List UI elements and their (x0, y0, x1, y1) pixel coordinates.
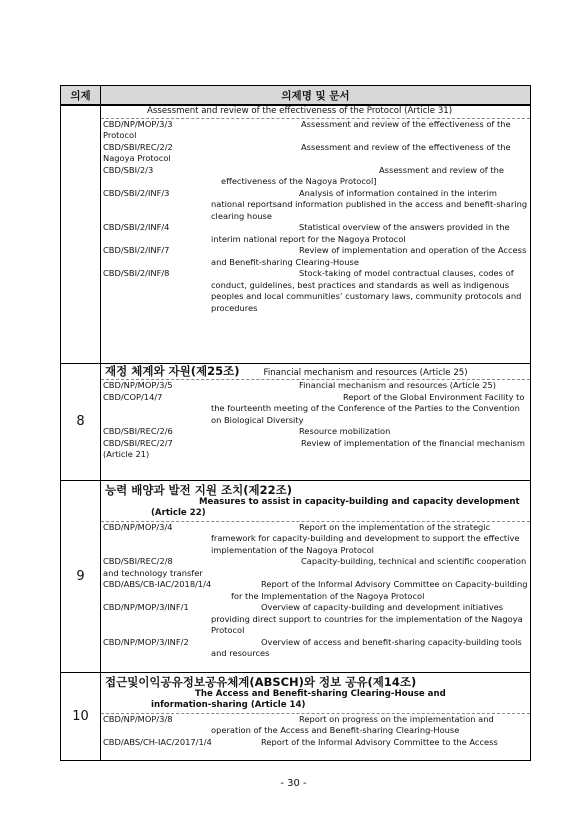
document-entry (101, 188, 530, 223)
document-title: Overview of access and benefit-sharing capacity-building tools and resources (211, 636, 522, 658)
document-entry (101, 380, 530, 392)
document-symbol: CBD/SBI/2/INF/4 (103, 222, 170, 232)
document-title: Assessment and review of the effectiveness of the Protocol (103, 118, 511, 140)
document-title: Stock-taking of model contractual clauses, codes of conduct, guidelines, best practices and standards as well as indigenous peoples and local communities’ customary laws, community protocols and procedures (211, 268, 522, 313)
document-title: Report of the Informal Advisory Committee on Capacity-building for the Implementation of the Nagoya Protocol (231, 579, 528, 601)
document-entry (101, 602, 530, 637)
document-entry (101, 714, 530, 737)
table-row (61, 672, 531, 760)
agenda-title-en: Measures to assist in capacity-building and capacity development (Article 22) (101, 497, 530, 522)
agenda-number: 8 (61, 363, 101, 480)
document-title: Statistical overview of the answers provided in the interim national report for the Nagoya Protocol (211, 222, 510, 244)
document-title: Analysis of information contained in the interim national reportsand information published in the access and benefit-sharing clearing house (211, 187, 528, 221)
document-entry (101, 245, 530, 268)
table-row (61, 363, 531, 480)
document-symbol: CBD/SBI/2/3 (103, 164, 154, 175)
document-title: Report of the Informal Advisory Committee to the Access (261, 736, 498, 747)
table-row (61, 480, 531, 672)
document-title: Financial mechanism and resources (Article 25) (299, 380, 497, 390)
document-title: Assessment and review of the effectiveness of the Nagoya Protocol] (221, 164, 504, 186)
document-title: Review of implementation and operation of the Access and Benefit-sharing Clearing-House (211, 245, 527, 267)
agenda-number: 10 (61, 672, 101, 760)
agenda-content (101, 480, 531, 672)
document-entry (101, 438, 530, 461)
document-symbol: CBD/SBI/REC/2/8 (103, 556, 173, 566)
document-symbol: CBD/SBI/2/INF/3 (103, 187, 170, 198)
header-agenda: 의제 (61, 86, 101, 106)
document-title: Overview of capacity-building and development initiatives providing direct support to countries for the implementation of the Nagoya Protocol (211, 602, 523, 635)
table-header-row (61, 86, 531, 106)
document-symbol: CBD/SBI/REC/2/7 (103, 437, 173, 448)
document-symbol: CBD/NP/MOP/3/4 (103, 521, 173, 532)
agenda-content (101, 672, 531, 760)
document-symbol: CBD/SBI/REC/2/2 (103, 141, 173, 152)
agenda-title-en: The Access and Benefit-sharing Clearing-House and information-sharing (Article 14) (101, 689, 530, 714)
document-entry (101, 556, 530, 579)
document-entry (101, 222, 530, 245)
document-title: Assessment and review of the effectiveness of the Nagoya Protocol (103, 141, 511, 163)
document-entry (101, 737, 530, 749)
document-symbol: CBD/SBI/2/INF/7 (103, 245, 170, 255)
agenda-title-kr: 접근및이익공유정보공유체계(ABSCH)와 정보 공유(제14조) (105, 674, 417, 689)
document-symbol: CBD/SBI/REC/2/6 (103, 426, 173, 436)
document-entry (101, 119, 530, 142)
document-entry (101, 268, 530, 314)
document-entry (101, 142, 530, 165)
document-symbol: CBD/SBI/2/INF/8 (103, 268, 170, 278)
document-title: Report on the implementation of the strategic framework for capacity-building and development to support the effective implementation of the Nagoya Protocol (211, 521, 520, 555)
document-entry (101, 426, 530, 438)
document-title: Resource mobilization (299, 426, 391, 436)
document-entry (101, 522, 530, 557)
document-title: Report on progress on the implementation and operation of the Access and Benefit-sharing Clearing-House (211, 713, 494, 735)
document-symbol: CBD/NP/MOP/3/INF/1 (103, 602, 189, 612)
page-number: - 30 - (280, 778, 307, 789)
agenda-title (101, 364, 530, 381)
agenda-title-en: Assessment and review of the effectiveness of the Protocol (Article 31) (101, 106, 530, 119)
agenda-title-en: Financial mechanism and resources (Article 25) (263, 367, 468, 378)
agenda-number (61, 105, 101, 363)
agenda-table (60, 85, 531, 761)
document-entry (101, 165, 530, 188)
agenda-content (101, 105, 531, 363)
document-symbol: CBD/NP/MOP/3/INF/2 (103, 636, 189, 647)
agenda-number: 9 (61, 480, 101, 672)
document-entry (101, 392, 530, 427)
document-title: Capacity-building, technical and scientific cooperation and technology transfer (103, 556, 527, 578)
document-symbol: CBD/ABS/CB-IAC/2018/1/4 (103, 579, 212, 589)
document-symbol: CBD/COP/14/7 (103, 391, 163, 402)
document-entry (101, 579, 530, 602)
agenda-title-kr: 재정 체계와 자원(제25조) (105, 363, 240, 378)
document-symbol: CBD/NP/MOP/3/5 (103, 380, 173, 390)
header-title-docs: 의제명 및 문서 (101, 86, 531, 106)
document-symbol: CBD/NP/MOP/3/3 (103, 118, 173, 129)
table-row (61, 105, 531, 363)
agenda-content (101, 363, 531, 480)
document-title: Review of implementation of the financial mechanism (Article 21) (103, 437, 525, 459)
document-entry (101, 637, 530, 660)
document-symbol: CBD/NP/MOP/3/8 (103, 713, 173, 724)
document-title: Report of the Global Environment Facility to the fourteenth meeting of the Conference of the Parties to the Convention on Biological Diversity (211, 391, 525, 425)
agenda-title-kr: 능력 배양과 발전 지원 조치(제22조) (105, 482, 292, 497)
document-symbol: CBD/ABS/CH-IAC/2017/1/4 (103, 736, 212, 747)
